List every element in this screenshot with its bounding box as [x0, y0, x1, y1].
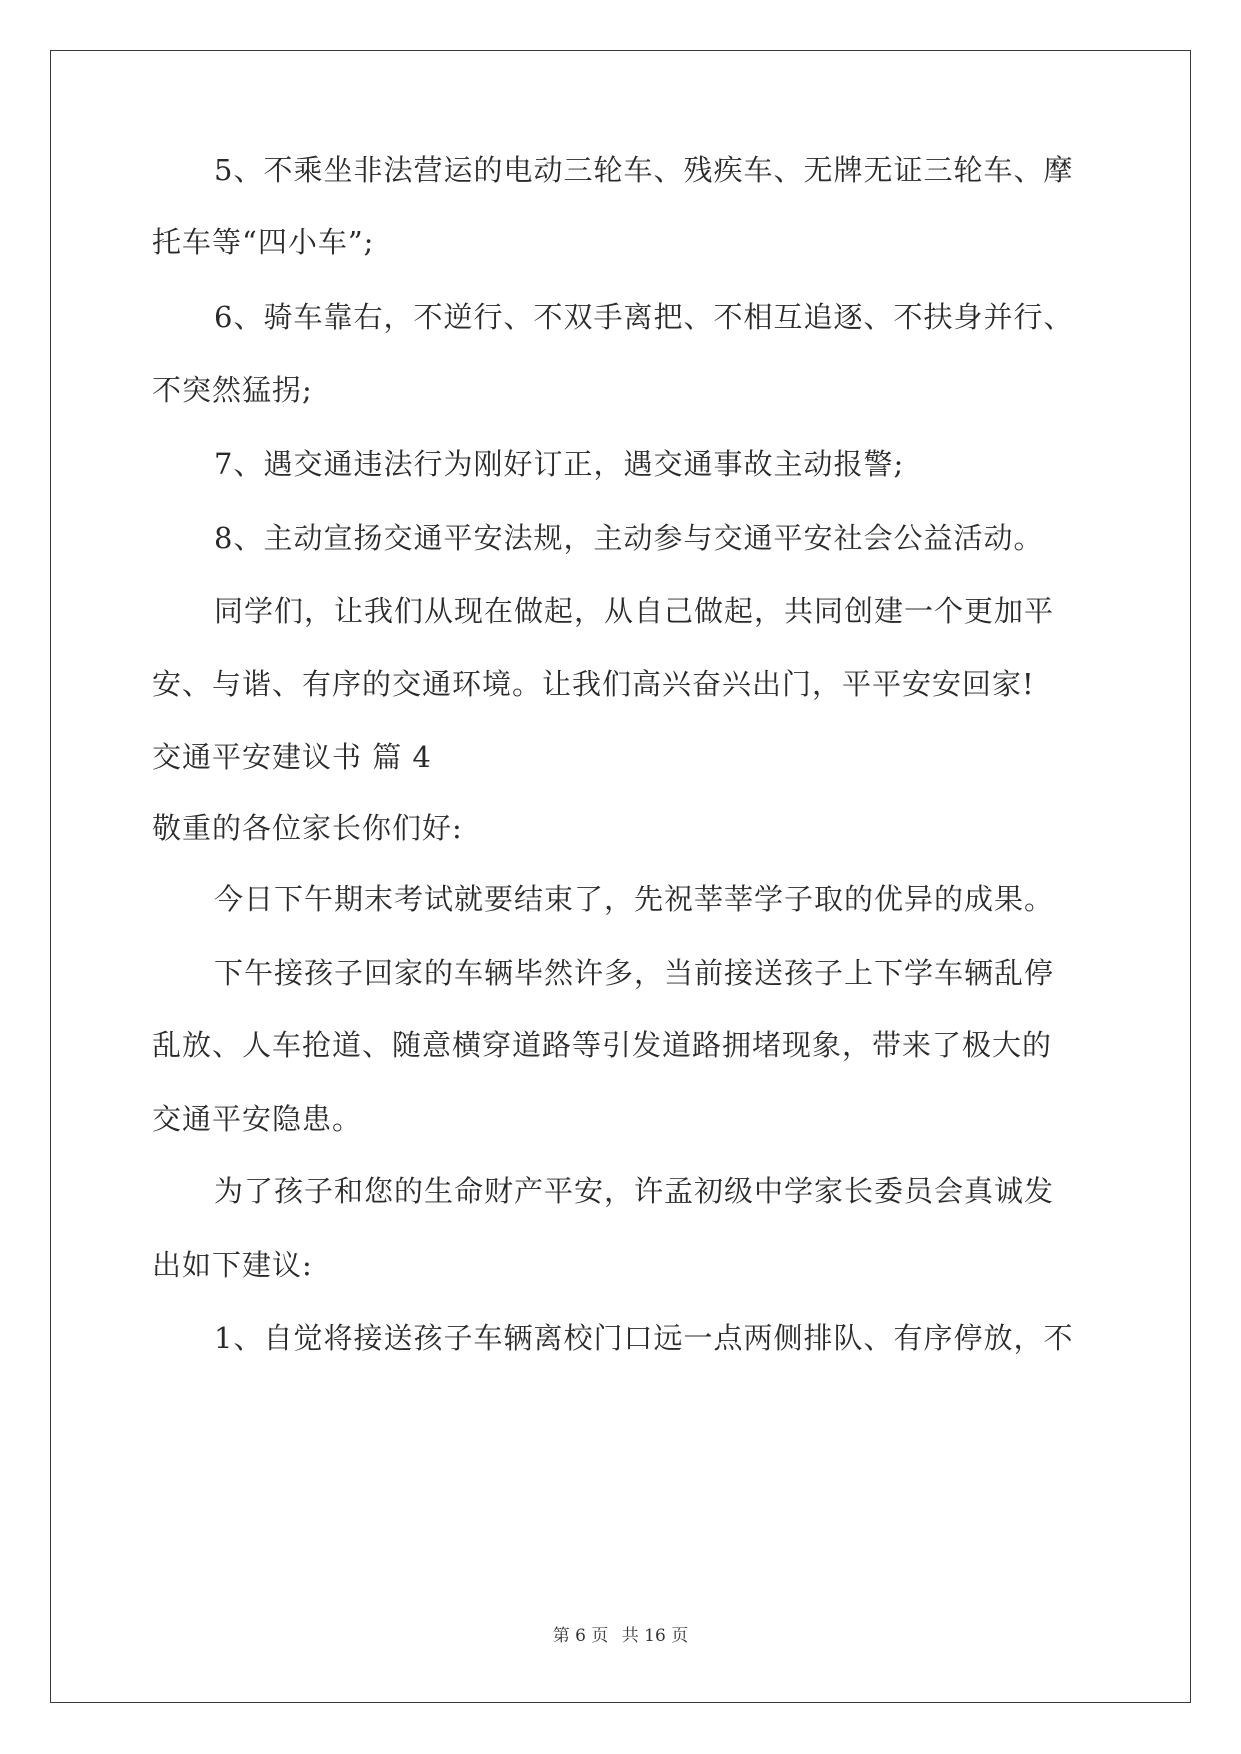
- text-line: 安、与谐、有序的交通环境。让我们高兴奋兴出门，平平安安回家!: [152, 667, 1035, 701]
- text-line: 不突然猛拐;: [152, 373, 313, 407]
- text-line: 6、骑车靠右，不逆行、不双手离把、不相互追逐、不扶身并行、: [214, 300, 1074, 334]
- text-line: 为了孩子和您的生命财产平安，许孟初级中学家长委员会真诚发: [214, 1174, 1055, 1208]
- text-line: 1、自觉将接送孩子车辆离校门口远一点两侧排队、有序停放，不: [214, 1321, 1074, 1355]
- text-line: 7、遇交通违法行为刚好订正，遇交通事故主动报警;: [214, 447, 905, 481]
- salutation: 敬重的各位家长你们好:: [152, 811, 463, 845]
- text-line: 托车等“四小车”;: [152, 225, 375, 259]
- text-line: 乱放、人车抢道、随意横穿道路等引发道路拥堵现象，带来了极大的: [152, 1028, 1053, 1062]
- section-heading: 交通平安建议书 篇 4: [152, 740, 432, 774]
- text-line: 下午接孩子回家的车辆毕然许多，当前接送孩子上下学车辆乱停: [214, 956, 1055, 990]
- text-line: 今日下午期末考试就要结束了，先祝莘莘学子取的优异的成果。: [214, 882, 1055, 916]
- text-line: 同学们，让我们从现在做起，从自己做起，共同创建一个更加平: [214, 594, 1055, 628]
- page-footer: [0, 1624, 1241, 1648]
- text-line: 5、不乘坐非法营运的电动三轮车、残疾车、无牌无证三轮车、摩: [214, 153, 1074, 187]
- text-line: 出如下建议:: [152, 1248, 313, 1282]
- page-total: 共 16 页: [621, 1626, 689, 1646]
- text-line: 8、主动宣扬交通平安法规，主动参与交通平安社会公益活动。: [214, 521, 1044, 555]
- page-number: 第 6 页: [552, 1626, 609, 1646]
- text-line: 交通平安隐患。: [152, 1102, 363, 1136]
